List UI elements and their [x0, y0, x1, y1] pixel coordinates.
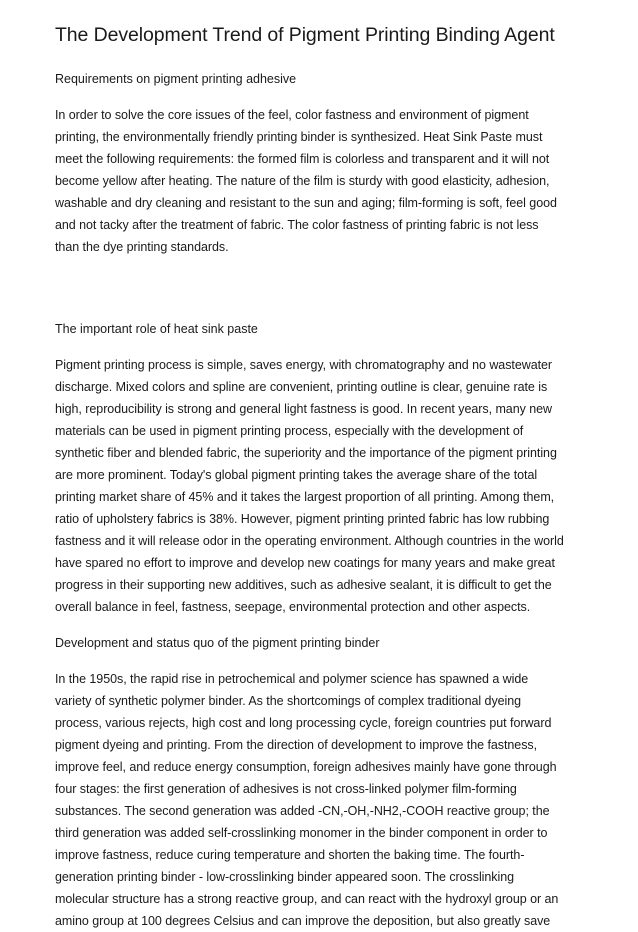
text-line: synthetic fiber and blended fabric, the superiority and the importance of the pigment printing: [55, 446, 557, 460]
text-line: substances. The second generation was added -CN,-OH,-NH2,-COOH reactive group; the: [55, 804, 550, 818]
text-line: than the dye printing standards.: [55, 240, 229, 254]
text-line: pigment dyeing and printing. From the direction of development to improve the fastness,: [55, 738, 538, 752]
text-line: are more prominent. Today's global pigment printing takes the average share of the total: [55, 468, 538, 482]
section-heading: Requirements on pigment printing adhesive: [55, 72, 297, 86]
text-line: progress in their supporting new additives, such as adhesive sealant, it is difficult to get the: [55, 578, 552, 592]
text-line: ratio of upholstery fabrics is 38%. However, pigment printing printed fabric has low rubbing: [55, 512, 550, 526]
text-line: high, reproducibility is strong and general light fastness is good. In recent years, many new: [55, 402, 553, 416]
document-page: [55, 22, 587, 932]
text-line: four stages: the first generation of adhesives is not cross-linked polymer film-forming: [55, 782, 517, 796]
section-important-role: [55, 318, 587, 618]
text-line: molecular structure has a strong reactive group, and can react with the hydroxyl group or an: [55, 892, 559, 906]
text-line: have spared no effort to improve and develop new coatings for many years and make great: [55, 556, 555, 570]
text-line: printing market share of 45% and it takes the largest proportion of all printing. Among them,: [55, 490, 555, 504]
text-line: become yellow after heating. The nature of the film is sturdy with good elasticity, adhesion,: [55, 174, 550, 188]
text-line: washable and dry cleaning and resistant to the sun and aging; film-forming is soft, feel good: [55, 196, 557, 210]
text-line: In order to solve the core issues of the feel, color fastness and environment of pigment: [55, 108, 529, 122]
text-line: In the 1950s, the rapid rise in petrochemical and polymer science has spawned a wide: [55, 672, 529, 686]
text-line: variety of synthetic polymer binder. As the shortcomings of complex traditional dyeing: [55, 694, 522, 708]
section-heading: Development and status quo of the pigment printing binder: [55, 636, 380, 650]
text-line: process, various rejects, high cost and long processing cycle, foreign countries put forward: [55, 716, 552, 730]
text-line: printing, the environmentally friendly printing binder is synthesized. Heat Sink Paste must: [55, 130, 543, 144]
text-line: Pigment printing process is simple, saves energy, with chromatography and no wastewater: [55, 358, 553, 372]
section-paragraph: [55, 354, 587, 618]
text-line: generation printing binder - low-crosslinking binder appeared soon. The crosslinking: [55, 870, 515, 884]
text-line: third generation was added self-crosslinking monomer in the binder component in order to: [55, 826, 548, 840]
section-paragraph: [55, 668, 587, 932]
text-line: materials can be used in pigment printing process, especially with the development of: [55, 424, 524, 438]
document-title: The Development Trend of Pigment Printing Binding Agent: [55, 24, 555, 46]
section-development-status: [55, 632, 587, 932]
section-paragraph: [55, 104, 587, 258]
text-line: and not tacky after the treatment of fabric. The color fastness of printing fabric is not less: [55, 218, 539, 232]
text-line: improve feel, and reduce energy consumption, foreign adhesives mainly have gone through: [55, 760, 557, 774]
section-spacer: [55, 618, 587, 632]
section-heading: The important role of heat sink paste: [55, 322, 258, 336]
text-line: improve fastness, reduce curing temperature and shorten the baking time. The fourth-: [55, 848, 525, 862]
section-requirements: [55, 68, 587, 258]
text-line: meet the following requirements: the formed film is colorless and transparent and it will not: [55, 152, 550, 166]
text-line: discharge. Mixed colors and spline are convenient, printing outline is clear, genuine rate is: [55, 380, 548, 394]
text-line: amino group at 100 degrees Celsius and can improve the deposition, but also greatly save: [55, 914, 551, 928]
section-spacer: [55, 258, 587, 318]
text-line: overall balance in feel, fastness, seepage, environmental protection and other aspects.: [55, 600, 531, 614]
text-line: fastness and it will release odor in the operating environment. Although countries in the world: [55, 534, 564, 548]
